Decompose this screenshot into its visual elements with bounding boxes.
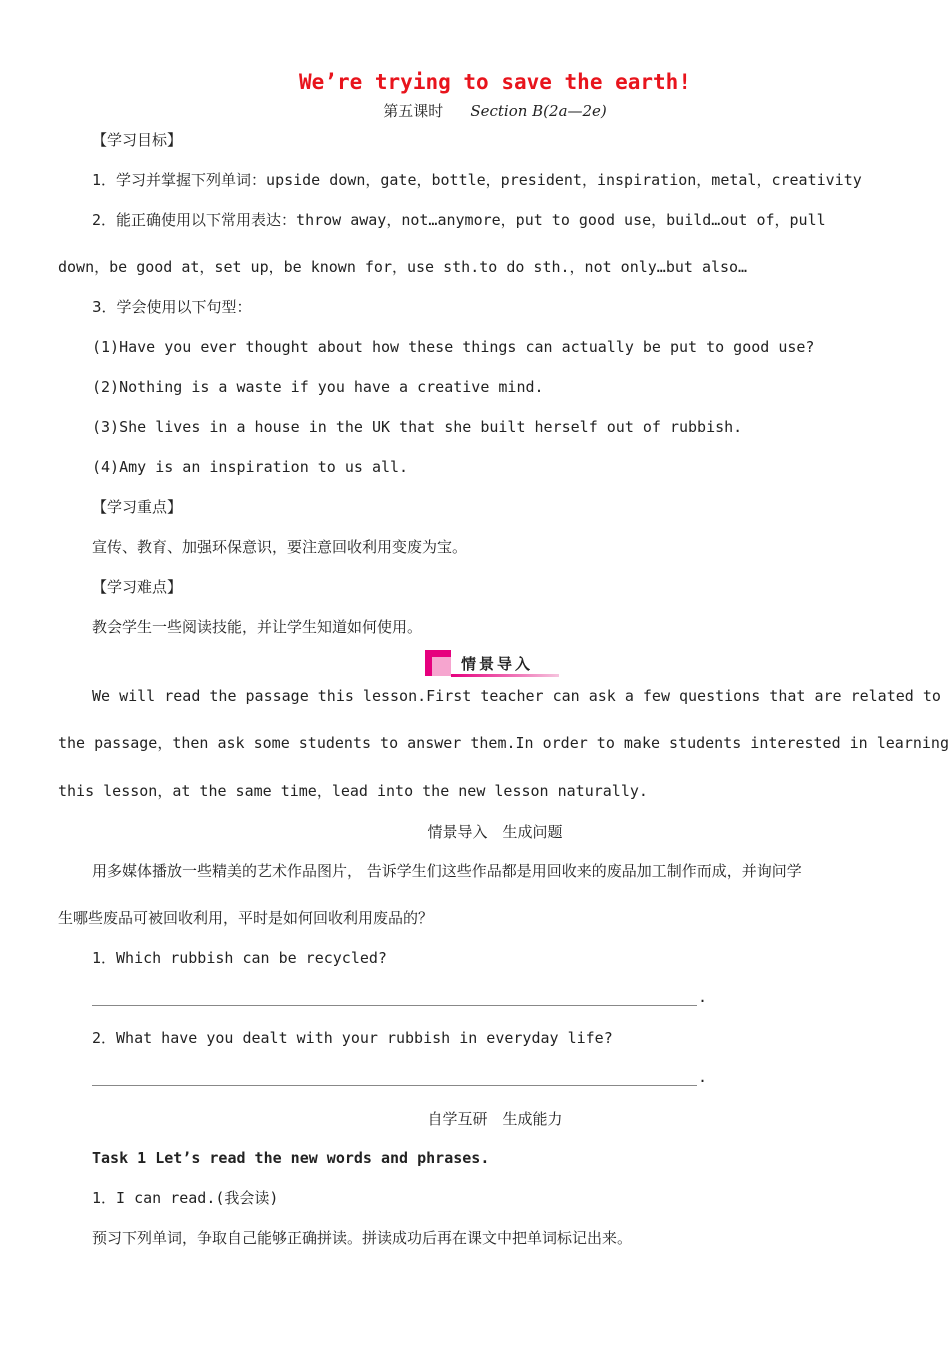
sentence-1: (1)Have you ever thought about how these things can actually be put to good use? (92, 338, 815, 356)
page-subtitle (0, 100, 950, 121)
intro-paragraph-line3: this lesson，at the same time，lead into the new lesson naturally. (58, 782, 648, 800)
answer-line-2[interactable] (92, 1084, 697, 1086)
page-title: We’re trying to save the earth! (299, 70, 691, 94)
intro-cn-line1: 用多媒体播放一些精美的艺术作品图片， 告诉学生们这些作品都是用回收来的废品加工制作而成，并询问学 (92, 862, 802, 880)
answer-line-1[interactable] (92, 1004, 697, 1006)
objective-1: 1．学习并掌握下列单词：upside down，gate，bottle，president，inspiration，metal，creativity (92, 171, 862, 189)
intro-paragraph-line2: the passage，then ask some students to answer them.In order to make students interested in learning (58, 734, 949, 752)
self-study-heading: 自学互研 生成能力 (427, 1110, 563, 1128)
key-points-heading: 【学习重点】 (92, 498, 183, 516)
question-2: 2．What have you dealt with your rubbish in everyday life? (92, 1029, 613, 1047)
intro-banner (425, 650, 560, 678)
objective-3: 3．学会使用以下句型： (92, 298, 252, 316)
objectives-heading: 【学习目标】 (92, 131, 183, 149)
section-label: Section B(2a—2e) (470, 102, 607, 120)
objective-2-line2: down，be good at，set up，be known for，use sth.to do sth.，not only…but also… (58, 258, 748, 276)
intro-section-heading: 情景导入 生成问题 (427, 823, 563, 841)
intro-cn-line2: 生哪些废品可被回收利用，平时是如何回收利用废品的？ (58, 909, 434, 927)
answer-period-2: . (698, 1068, 708, 1086)
task-1-item-1: 1．I can read.(我会读) (92, 1189, 279, 1207)
objective-2-line1: 2．能正确使用以下常用表达：throw away，not…anymore，put to good use，build…out of，pull (92, 211, 826, 229)
task-1-heading: Task 1 Let’s read the new words and phrases. (92, 1149, 490, 1167)
key-points-text: 宣传、教育、加强环保意识，要注意回收利用变废为宝。 (92, 538, 468, 556)
lesson-number: 第五课时 (383, 102, 444, 120)
sentence-2: (2)Nothing is a waste if you have a creative mind. (92, 378, 544, 396)
intro-paragraph-line1: We will read the passage this lesson.First teacher can ask a few questions that are related to (92, 687, 941, 705)
sentence-3: (3)She lives in a house in the UK that she built herself out of rubbish. (92, 418, 743, 436)
answer-period-1: . (698, 988, 708, 1006)
sentence-4: (4)Amy is an inspiration to us all. (92, 458, 409, 476)
difficulties-text: 教会学生一些阅读技能，并让学生知道如何使用。 (92, 618, 423, 636)
task-1-instructions: 预习下列单词，争取自己能够正确拼读。拼读成功后再在课文中把单词标记出来。 (92, 1229, 633, 1247)
difficulties-heading: 【学习难点】 (92, 578, 183, 596)
question-1: 1．Which rubbish can be recycled? (92, 949, 387, 967)
banner-label: 情景导入 (461, 655, 534, 673)
